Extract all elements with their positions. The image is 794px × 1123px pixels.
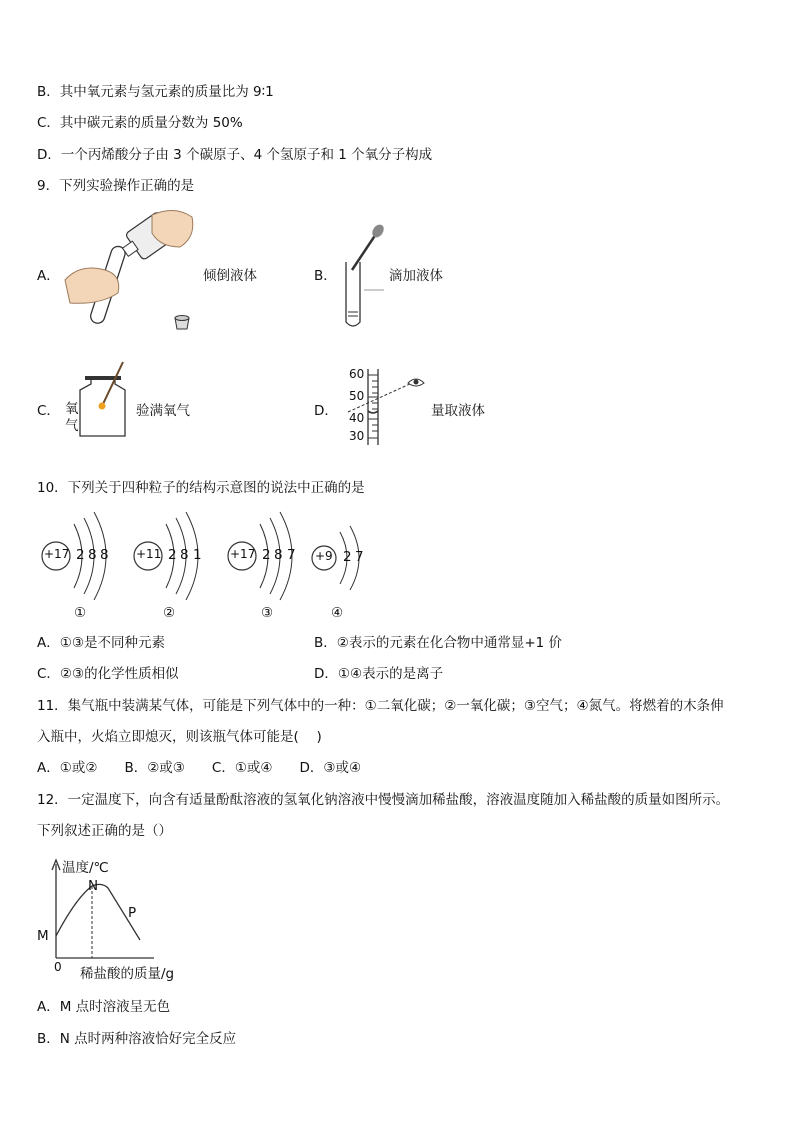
- q10-option-c: C．②③的化学性质相似: [37, 666, 179, 682]
- graph-point-m: M: [37, 928, 49, 944]
- q11-stem-line-1: 11．集气瓶中装满某气体，可能是下列气体中的一种：①二氧化碳；②一氧化碳；③空气；④氮气。将燃着的木条伸: [37, 698, 724, 714]
- q9-option-a-letter: A．: [37, 268, 60, 284]
- pouring-liquid-figure: [60, 205, 200, 335]
- q10-option-b: B．②表示的元素在化合物中通常显+1 价: [314, 635, 563, 651]
- q8-option-c: C．其中碳元素的质量分数为 50%: [37, 115, 243, 131]
- q9-c-gas-label-1: 氧: [65, 401, 79, 417]
- cyl-tick-60: 60: [349, 367, 365, 381]
- particle-4-nucleus: +9: [315, 549, 333, 563]
- particle-1-shell-1: 2: [76, 547, 85, 563]
- q10-stem: 10．下列关于四种粒子的结构示意图的说法中正确的是: [37, 480, 365, 496]
- dropping-liquid-figure: [340, 222, 390, 332]
- particle-3-shell-2: 8: [274, 547, 283, 563]
- q8-option-d: D．一个丙烯酸分子由 3 个碳原子、4 个氢原子和 1 个氧分子构成: [37, 147, 433, 163]
- q9-c-gas-label-2: 气: [65, 418, 79, 434]
- cyl-tick-30: 30: [349, 429, 365, 443]
- graph-point-p: P: [128, 905, 137, 921]
- q11-options: A．①或② B．②或③ C．①或④ D．③或④: [37, 760, 362, 776]
- particle-2-shell-1: 2: [168, 547, 177, 563]
- oxygen-bottle-figure: [75, 360, 130, 440]
- graph-x-label: 稀盐酸的质量/g: [80, 966, 175, 982]
- q9-option-a-caption: 倾倒液体: [203, 268, 257, 284]
- particle-3-label: ③: [261, 605, 274, 621]
- particle-3-shell-1: 2: [262, 547, 271, 563]
- particle-2-nucleus: +11: [136, 547, 162, 561]
- particle-2-shell-3: 1: [193, 547, 202, 563]
- q12-option-a: A．M 点时溶液呈无色: [37, 999, 171, 1015]
- q8-option-b: B．其中氧元素与氢元素的质量比为 9∶1: [37, 84, 274, 100]
- q12-stem-line-1: 12．一定温度下，向含有适量酚酞溶液的氢氧化钠溶液中慢慢滴加稀盐酸，溶液温度随加入稀盐酸的质量如图所示。: [37, 792, 730, 808]
- graph-point-n: N: [88, 878, 99, 894]
- q12-option-b: B．N 点时两种溶液恰好完全反应: [37, 1031, 237, 1047]
- q9-option-c-letter: C．: [37, 403, 60, 419]
- cyl-tick-40: 40: [349, 411, 365, 425]
- cyl-tick-50: 50: [349, 389, 365, 403]
- particle-3-shell-3: 7: [287, 547, 296, 563]
- q9-option-d-letter: D．: [314, 403, 338, 419]
- q9-option-b-letter: B．: [314, 268, 337, 284]
- q10-option-a: A．①③是不同种元素: [37, 635, 165, 651]
- particle-2-label: ②: [163, 605, 176, 621]
- q9-option-d-caption: 量取液体: [431, 403, 485, 419]
- q10-option-d: D．①④表示的是离子: [314, 666, 444, 682]
- q11-stem-line-2: 入瓶中，火焰立即熄灭，则该瓶气体可能是( ): [37, 729, 322, 745]
- particle-2-shell-2: 8: [180, 547, 189, 563]
- particle-1-shell-3: 8: [100, 547, 109, 563]
- particle-1-label: ①: [74, 605, 87, 621]
- particle-4-shell-2: 7: [355, 549, 364, 565]
- graph-y-label: 温度/℃: [62, 860, 109, 876]
- particle-3-nucleus: +17: [230, 547, 256, 561]
- q9-option-b-caption: 滴加液体: [389, 268, 443, 284]
- q9-stem: 9．下列实验操作正确的是: [37, 178, 195, 194]
- q12-stem-line-2: 下列叙述正确的是（）: [37, 823, 172, 839]
- particle-4-shell-1: 2: [343, 549, 352, 565]
- atomic-structure-diagrams: [38, 510, 378, 625]
- particle-4-label: ④: [331, 605, 344, 621]
- particle-1-shell-2: 8: [88, 547, 97, 563]
- particle-1-nucleus: +17: [44, 547, 70, 561]
- graph-origin: 0: [54, 960, 62, 974]
- q9-option-c-caption: 验满氧气: [136, 403, 190, 419]
